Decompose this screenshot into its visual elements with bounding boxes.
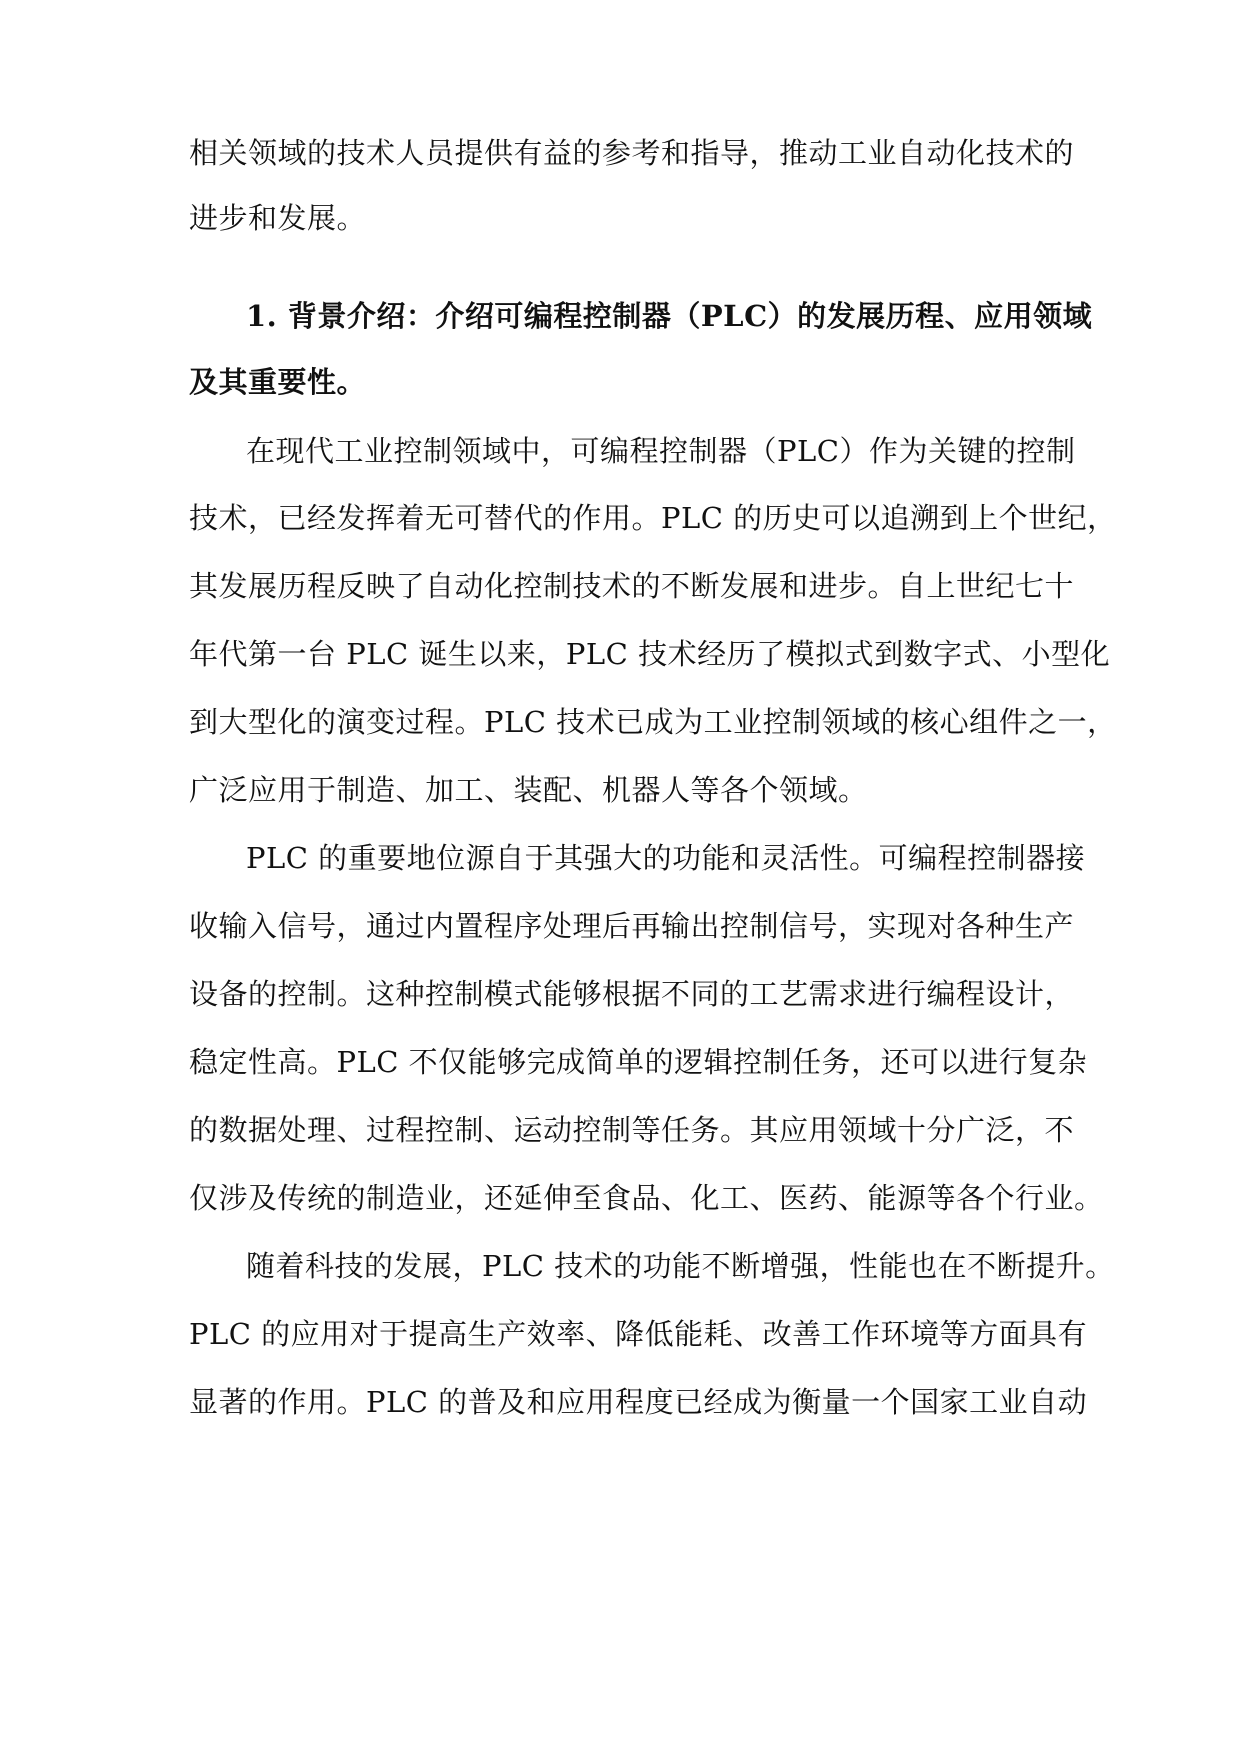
paragraph-line: 其发展历程反映了自动化控制技术的不断发展和进步。自上世纪七十 xyxy=(189,569,1075,603)
paragraph-line: 相关领域的技术人员提供有益的参考和指导，推动工业自动化技术的 xyxy=(189,136,1075,170)
paragraph-line: 在现代工业控制领域中，可编程控制器（PLC）作为关键的控制 xyxy=(246,434,1076,468)
paragraph-line: 到大型化的演变过程。PLC 技术已成为工业控制领域的核心组件之一， xyxy=(189,705,1117,739)
paragraph-line: 进步和发展。 xyxy=(189,201,367,235)
paragraph-line: 随着科技的发展，PLC 技术的功能不断增强，性能也在不断提升。 xyxy=(246,1249,1115,1283)
paragraph-line: PLC 的应用对于提高生产效率、降低能耗、改善工作环境等方面具有 xyxy=(189,1317,1088,1351)
paragraph-line: 仅涉及传统的制造业，还延伸至食品、化工、医药、能源等各个行业。 xyxy=(189,1181,1104,1215)
paragraph-line: PLC 的重要地位源自于其强大的功能和灵活性。可编程控制器接 xyxy=(246,841,1086,875)
paragraph-line: 收输入信号，通过内置程序处理后再输出控制信号，实现对各种生产 xyxy=(189,909,1075,943)
paragraph-line: 设备的控制。这种控制模式能够根据不同的工艺需求进行编程设计， xyxy=(189,977,1075,1011)
paragraph-line: 显著的作用。PLC 的普及和应用程度已经成为衡量一个国家工业自动 xyxy=(189,1385,1088,1419)
paragraph-line: 稳定性高。PLC 不仅能够完成简单的逻辑控制任务，还可以进行复杂 xyxy=(189,1045,1088,1079)
paragraph-line: 广泛应用于制造、加工、装配、机器人等各个领域。 xyxy=(189,773,868,807)
section-heading: 1. 背景介绍：介绍可编程控制器（PLC）的发展历程、应用领域 xyxy=(246,299,1093,333)
paragraph-line: 年代第一台 PLC 诞生以来，PLC 技术经历了模拟式到数字式、小型化 xyxy=(189,637,1111,671)
paragraph-line: 的数据处理、过程控制、运动控制等任务。其应用领域十分广泛，不 xyxy=(189,1113,1075,1147)
section-heading: 及其重要性。 xyxy=(189,365,367,399)
paragraph-line: 技术，已经发挥着无可替代的作用。PLC 的历史可以追溯到上个世纪， xyxy=(189,501,1117,535)
